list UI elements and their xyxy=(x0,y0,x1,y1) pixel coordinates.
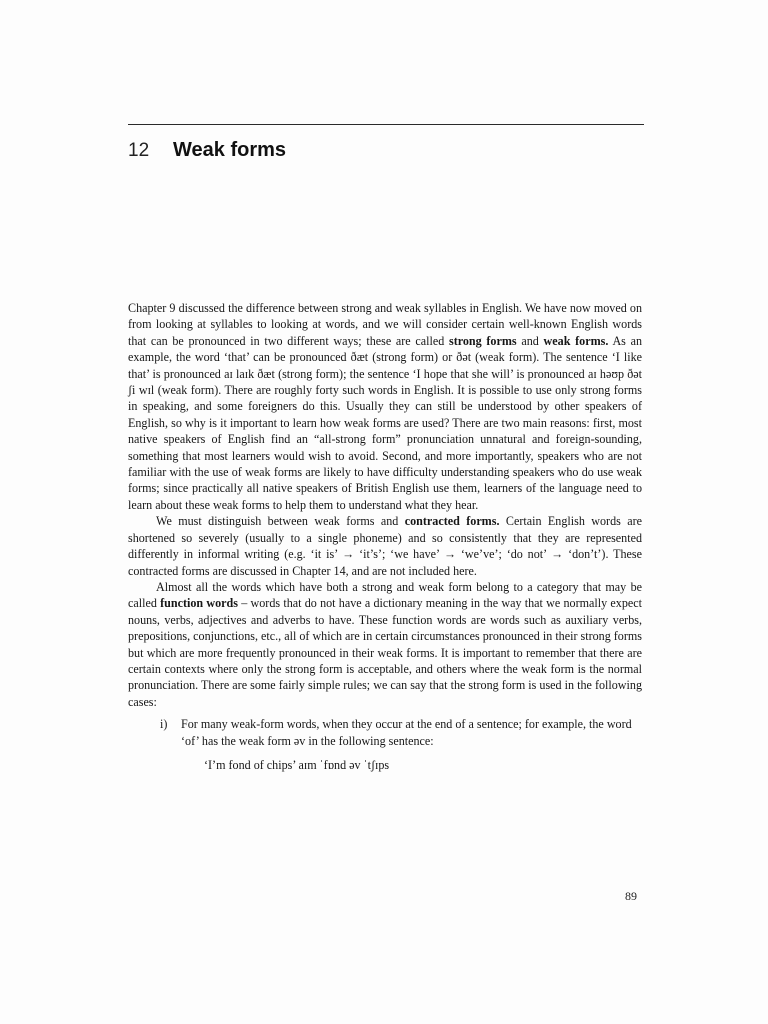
paragraph-text: and xyxy=(516,333,544,348)
paragraph-text: Almost all the words which have both a strong and weak form belong to a category that may be called xyxy=(128,579,642,611)
chapter-title: Weak forms xyxy=(173,139,287,161)
paragraph-text: Certain English words are shortened so severely (usually to a single phoneme) and so consistently that they are represented differently in informal writing (e.g. ‘it is’ → ‘it’s’; ‘we have’ → ‘we’ve’; ‘do not’ → ‘don’t’). These contracted forms are discussed in Chapter 14, and are not included here. xyxy=(128,514,643,578)
chapter-rule xyxy=(128,124,644,125)
term-function-words: function words xyxy=(160,596,238,611)
paragraph-text: Chapter 9 discussed the difference between strong and weak syllables in English. We have now moved on from looking at syllables to looking at words, and we will consider certain well-known English words that can be pronounced in two different ways; these are called xyxy=(128,301,642,348)
paragraph-contracted-forms xyxy=(128,513,642,579)
page-number: 89 xyxy=(625,889,637,903)
paragraph-text: We must distinguish between weak forms and xyxy=(156,514,405,529)
list-item xyxy=(128,716,642,749)
paragraph-strong-weak-forms xyxy=(128,300,642,513)
paragraph-function-words xyxy=(128,579,642,710)
term-strong-forms: strong forms xyxy=(448,333,517,348)
paragraph-text: As an example, the word ‘that’ can be pronounced ðæt (strong form) or ðət (weak form). The sentence ‘I like that’ is pronounced aɪ laɪk ðæt (strong form); the sentence ‘I hope that she will’ is pronounced aɪ həʊp ðət ʃi wɪl (weak form). There are roughly forty such words in English. It is possible to use only strong forms in speaking, and some foreigners do this. Usually they can still be understood by other speakers of English, so why is it important to learn how weak forms are used? There are two main reasons: first, most native speakers of English find an “all-strong form” pronunciation unnatural and foreign-sounding, something that most learners would wish to avoid. Second, and more importantly, speakers who are not familiar with the use of weak forms are likely to have difficulty understanding speakers who do use weak forms; since practically all native speakers of British English use them, learners of the language need to learn about these weak forms to help them to understand what they hear. xyxy=(128,333,643,512)
chapter-number: 12 xyxy=(128,140,150,161)
term-weak-forms: weak forms. xyxy=(543,333,609,348)
list-marker: i) xyxy=(160,717,168,732)
list-item-text: For many weak-form words, when they occur at the end of a sentence; for example, the word ‘of’ has the weak form əv in the following sentence: xyxy=(181,717,632,748)
chapter-body xyxy=(128,300,642,773)
paragraph-text: – words that do not have a dictionary meaning in the way that we normally expect nouns, verbs, adjectives and adverbs to have. These function words are words such as auxiliary verbs, prepositions, conjunctions, etc., all of which are in certain circumstances pronounced in their strong forms but which are more frequently pronounced in their weak forms. It is important to remember that there are certain contexts where only the strong form is acceptable, and others where the weak form is the normal pronunciation. There are some fairly simple rules; we can say that the strong form is used in the following cases: xyxy=(128,596,642,709)
example-sentence: ‘I’m fond of chips’ aɪm ˈfɒnd əv ˈtʃɪps xyxy=(204,757,390,772)
chapter-heading xyxy=(128,139,286,162)
term-contracted-forms: contracted forms. xyxy=(404,514,500,529)
